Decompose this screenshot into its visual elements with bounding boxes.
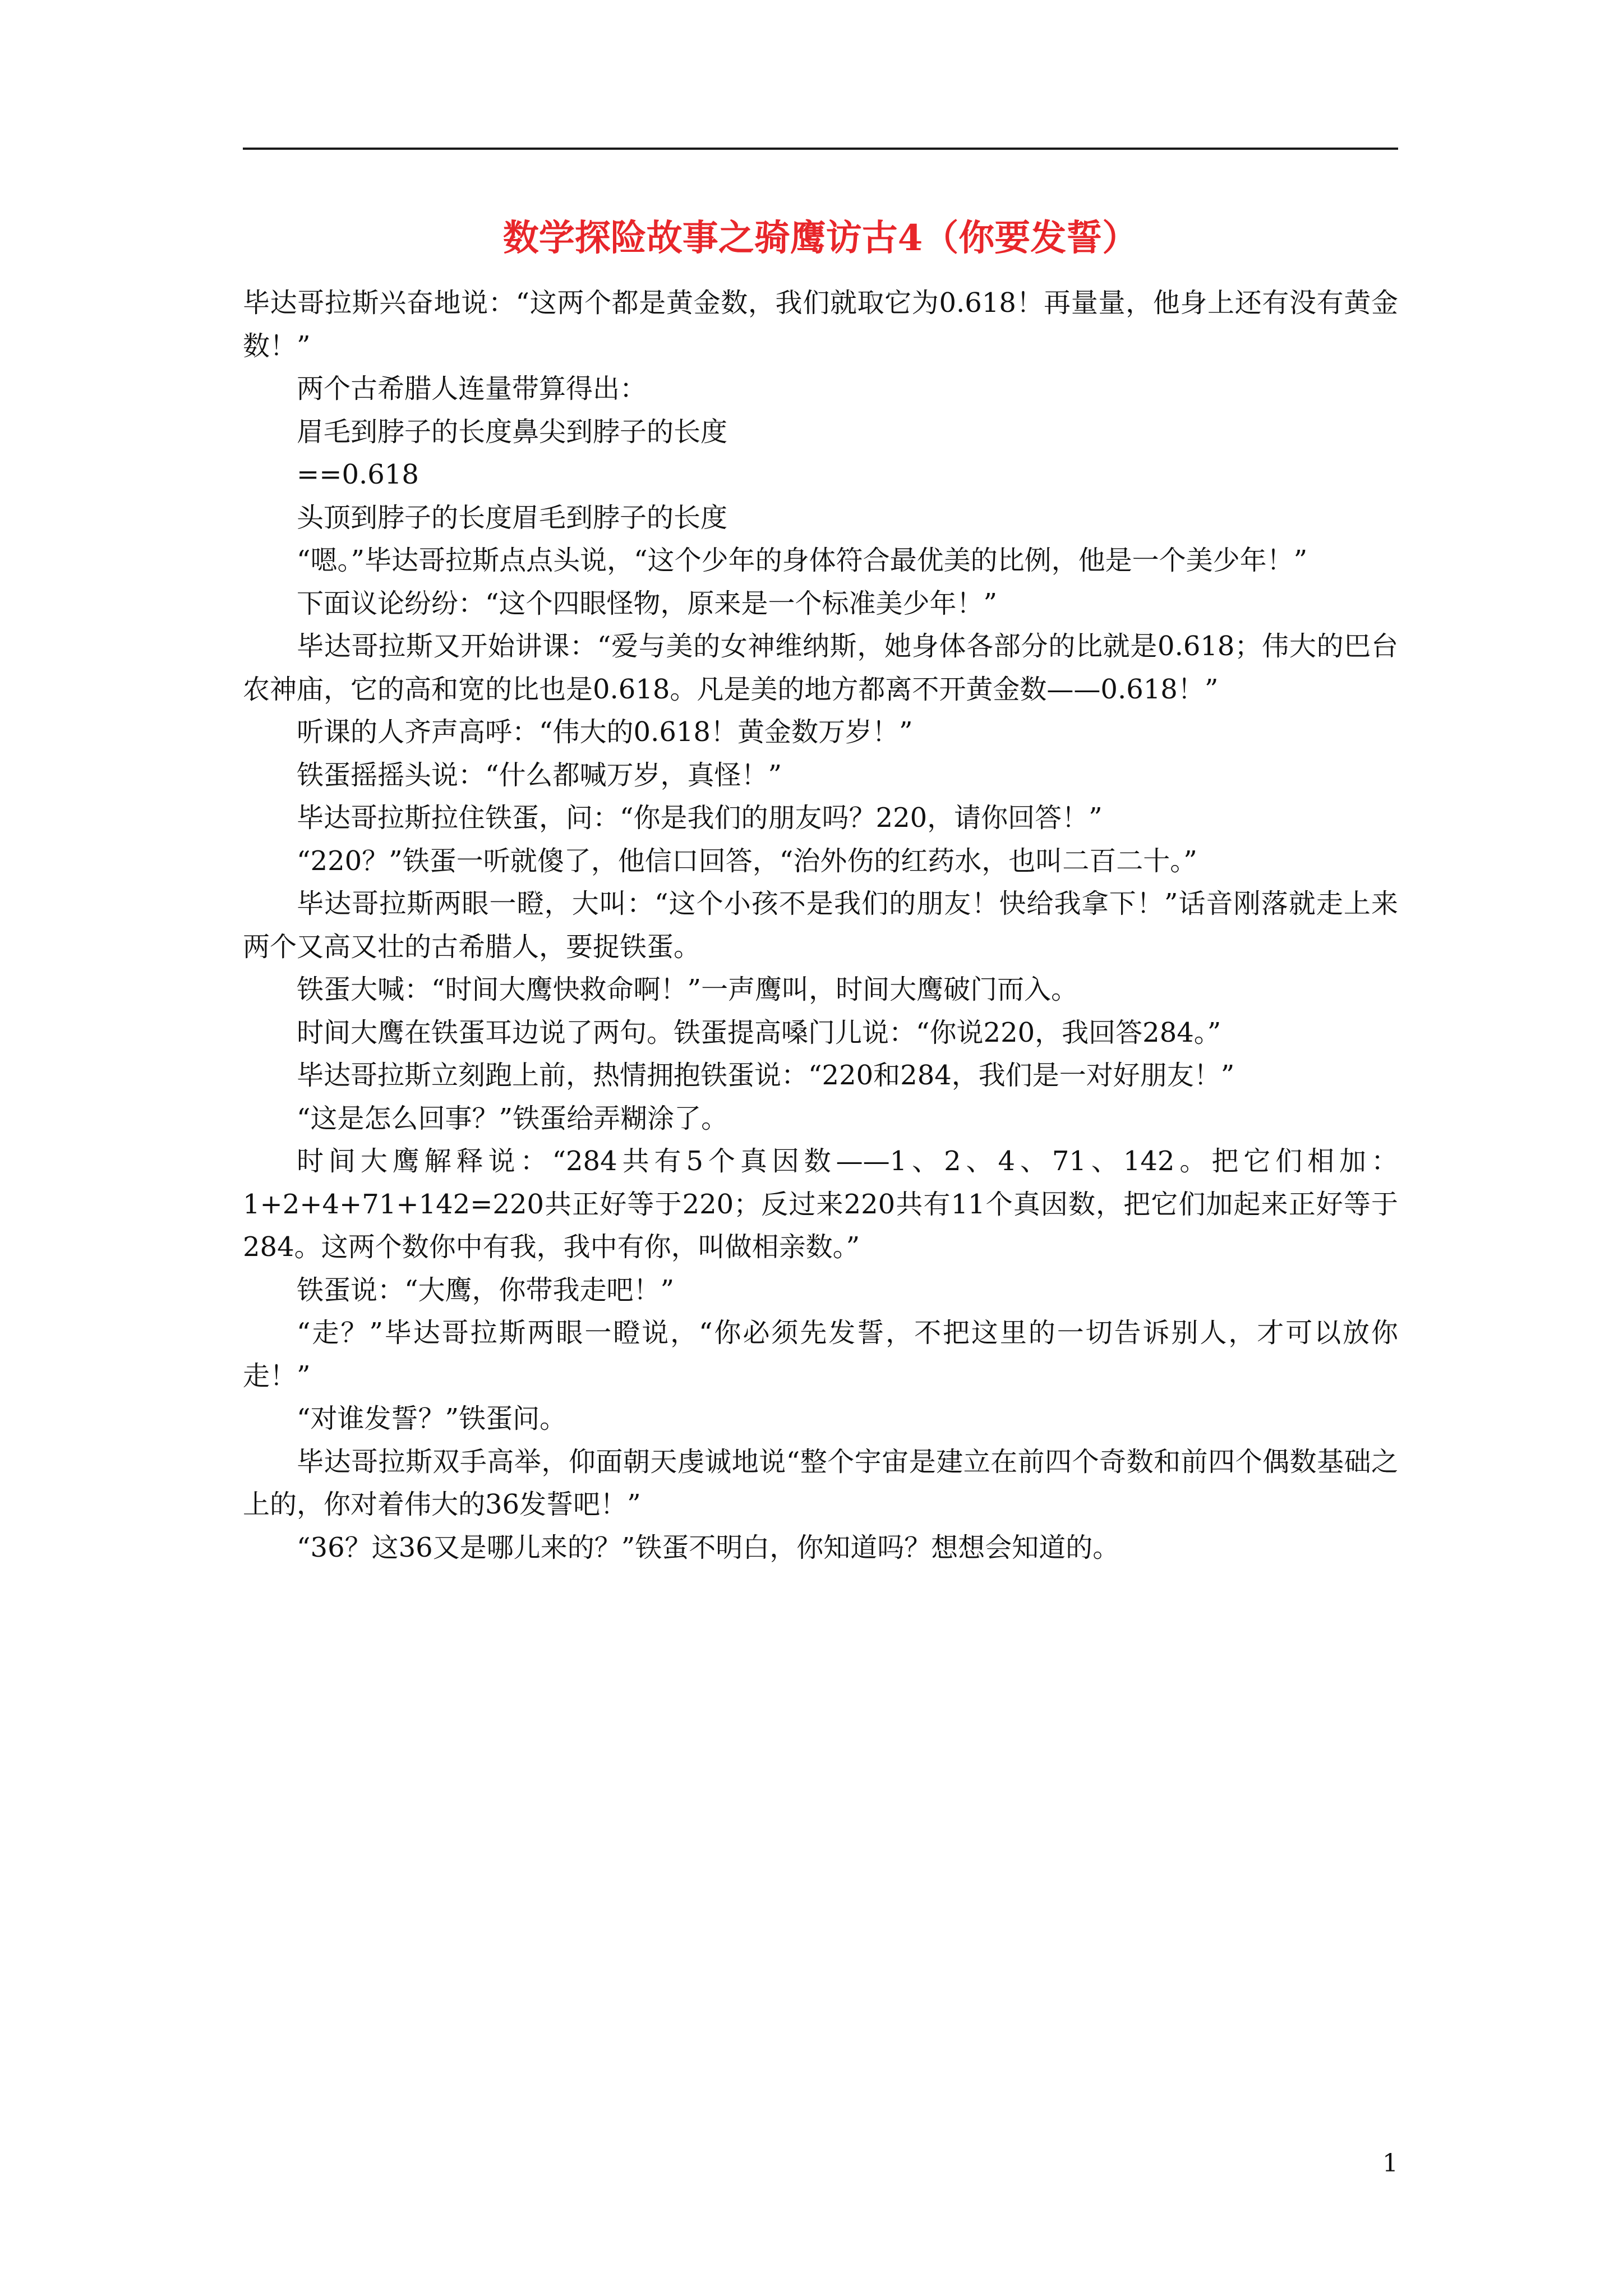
paragraph: 铁蛋大喊：“时间大鹰快救命啊！”一声鹰叫，时间大鹰破门而入。 (297, 974, 1078, 1005)
paragraph: 时间大鹰解释说：“284共有5个真因数——1、2、4、71、142。把它们相加：1+2+4+71+142=220共正好等于220；反过来220共有11个真因数，把它们加起来正好等于284。这两个数你中有我，我中有你，叫做相亲数。” (243, 1145, 1398, 1263)
paragraph: ==0.618 (297, 459, 419, 490)
paragraph: 铁蛋说：“大鹰，你带我走吧！” (297, 1274, 675, 1306)
paragraph: “走？”毕达哥拉斯两眼一瞪说，“你必须先发誓，不把这里的一切告诉别人，才可以放你走！” (243, 1317, 1398, 1392)
paragraph: “对谁发誓？”铁蛋问。 (297, 1403, 567, 1434)
paragraph: 毕达哥拉斯立刻跑上前，热情拥抱铁蛋说：“220和284，我们是一对好朋友！” (297, 1060, 1235, 1091)
paragraph: 下面议论纷纷：“这个四眼怪物，原来是一个标准美少年！” (297, 587, 998, 619)
paragraph: “220？”铁蛋一听就傻了，他信口回答，“治外伤的红药水，也叫二百二十。” (297, 845, 1197, 877)
paragraph: 毕达哥拉斯拉住铁蛋，问：“你是我们的朋友吗？220，请你回答！” (297, 802, 1103, 834)
paragraph: “这是怎么回事？”铁蛋给弄糊涂了。 (297, 1102, 728, 1134)
paragraph: “嗯。”毕达哥拉斯点点头说，“这个少年的身体符合最优美的比例，他是一个美少年！” (297, 545, 1308, 576)
page-number: 1 (1382, 2149, 1398, 2178)
paragraph: 铁蛋摇摇头说：“什么都喊万岁，真怪！” (297, 759, 782, 791)
paragraph: 毕达哥拉斯兴奋地说：“这两个都是黄金数，我们就取它为0.618！再量量，他身上还有没有黄金数！” (243, 287, 1398, 362)
paragraph: 听课的人齐声高呼：“伟大的0.618！黄金数万岁！” (297, 716, 913, 748)
header-rule (243, 148, 1398, 150)
paragraph: 毕达哥拉斯双手高举，仰面朝天虔诚地说“整个宇宙是建立在前四个奇数和前四个偶数基础之上的，你对着伟大的36发誓吧！” (243, 1446, 1398, 1520)
paragraph: 眉毛到脖子的长度鼻尖到脖子的长度 (297, 416, 728, 448)
paragraph: 毕达哥拉斯又开始讲课：“爱与美的女神维纳斯，她身体各部分的比就是0.618；伟大的巴台农神庙，它的高和宽的比也是0.618。凡是美的地方都离不开黄金数——0.618！” (243, 631, 1398, 705)
paragraph: 两个古希腊人连量带算得出： (297, 373, 647, 404)
paragraph: 毕达哥拉斯两眼一瞪，大叫：“这个小孩不是我们的朋友！快给我拿下！”话音刚落就走上来两个又高又壮的古希腊人，要捉铁蛋。 (243, 888, 1398, 963)
paragraph: 时间大鹰在铁蛋耳边说了两句。铁蛋提高嗓门儿说：“你说220，我回答284。” (297, 1016, 1221, 1048)
paragraph: 头顶到脖子的长度眉毛到脖子的长度 (297, 501, 728, 533)
paragraph: “36？这36又是哪儿来的？”铁蛋不明白，你知道吗？想想会知道的。 (297, 1531, 1120, 1563)
document-title: 数学探险故事之骑鹰访古4（你要发誓） (502, 217, 1138, 259)
document-body (243, 282, 1398, 1569)
